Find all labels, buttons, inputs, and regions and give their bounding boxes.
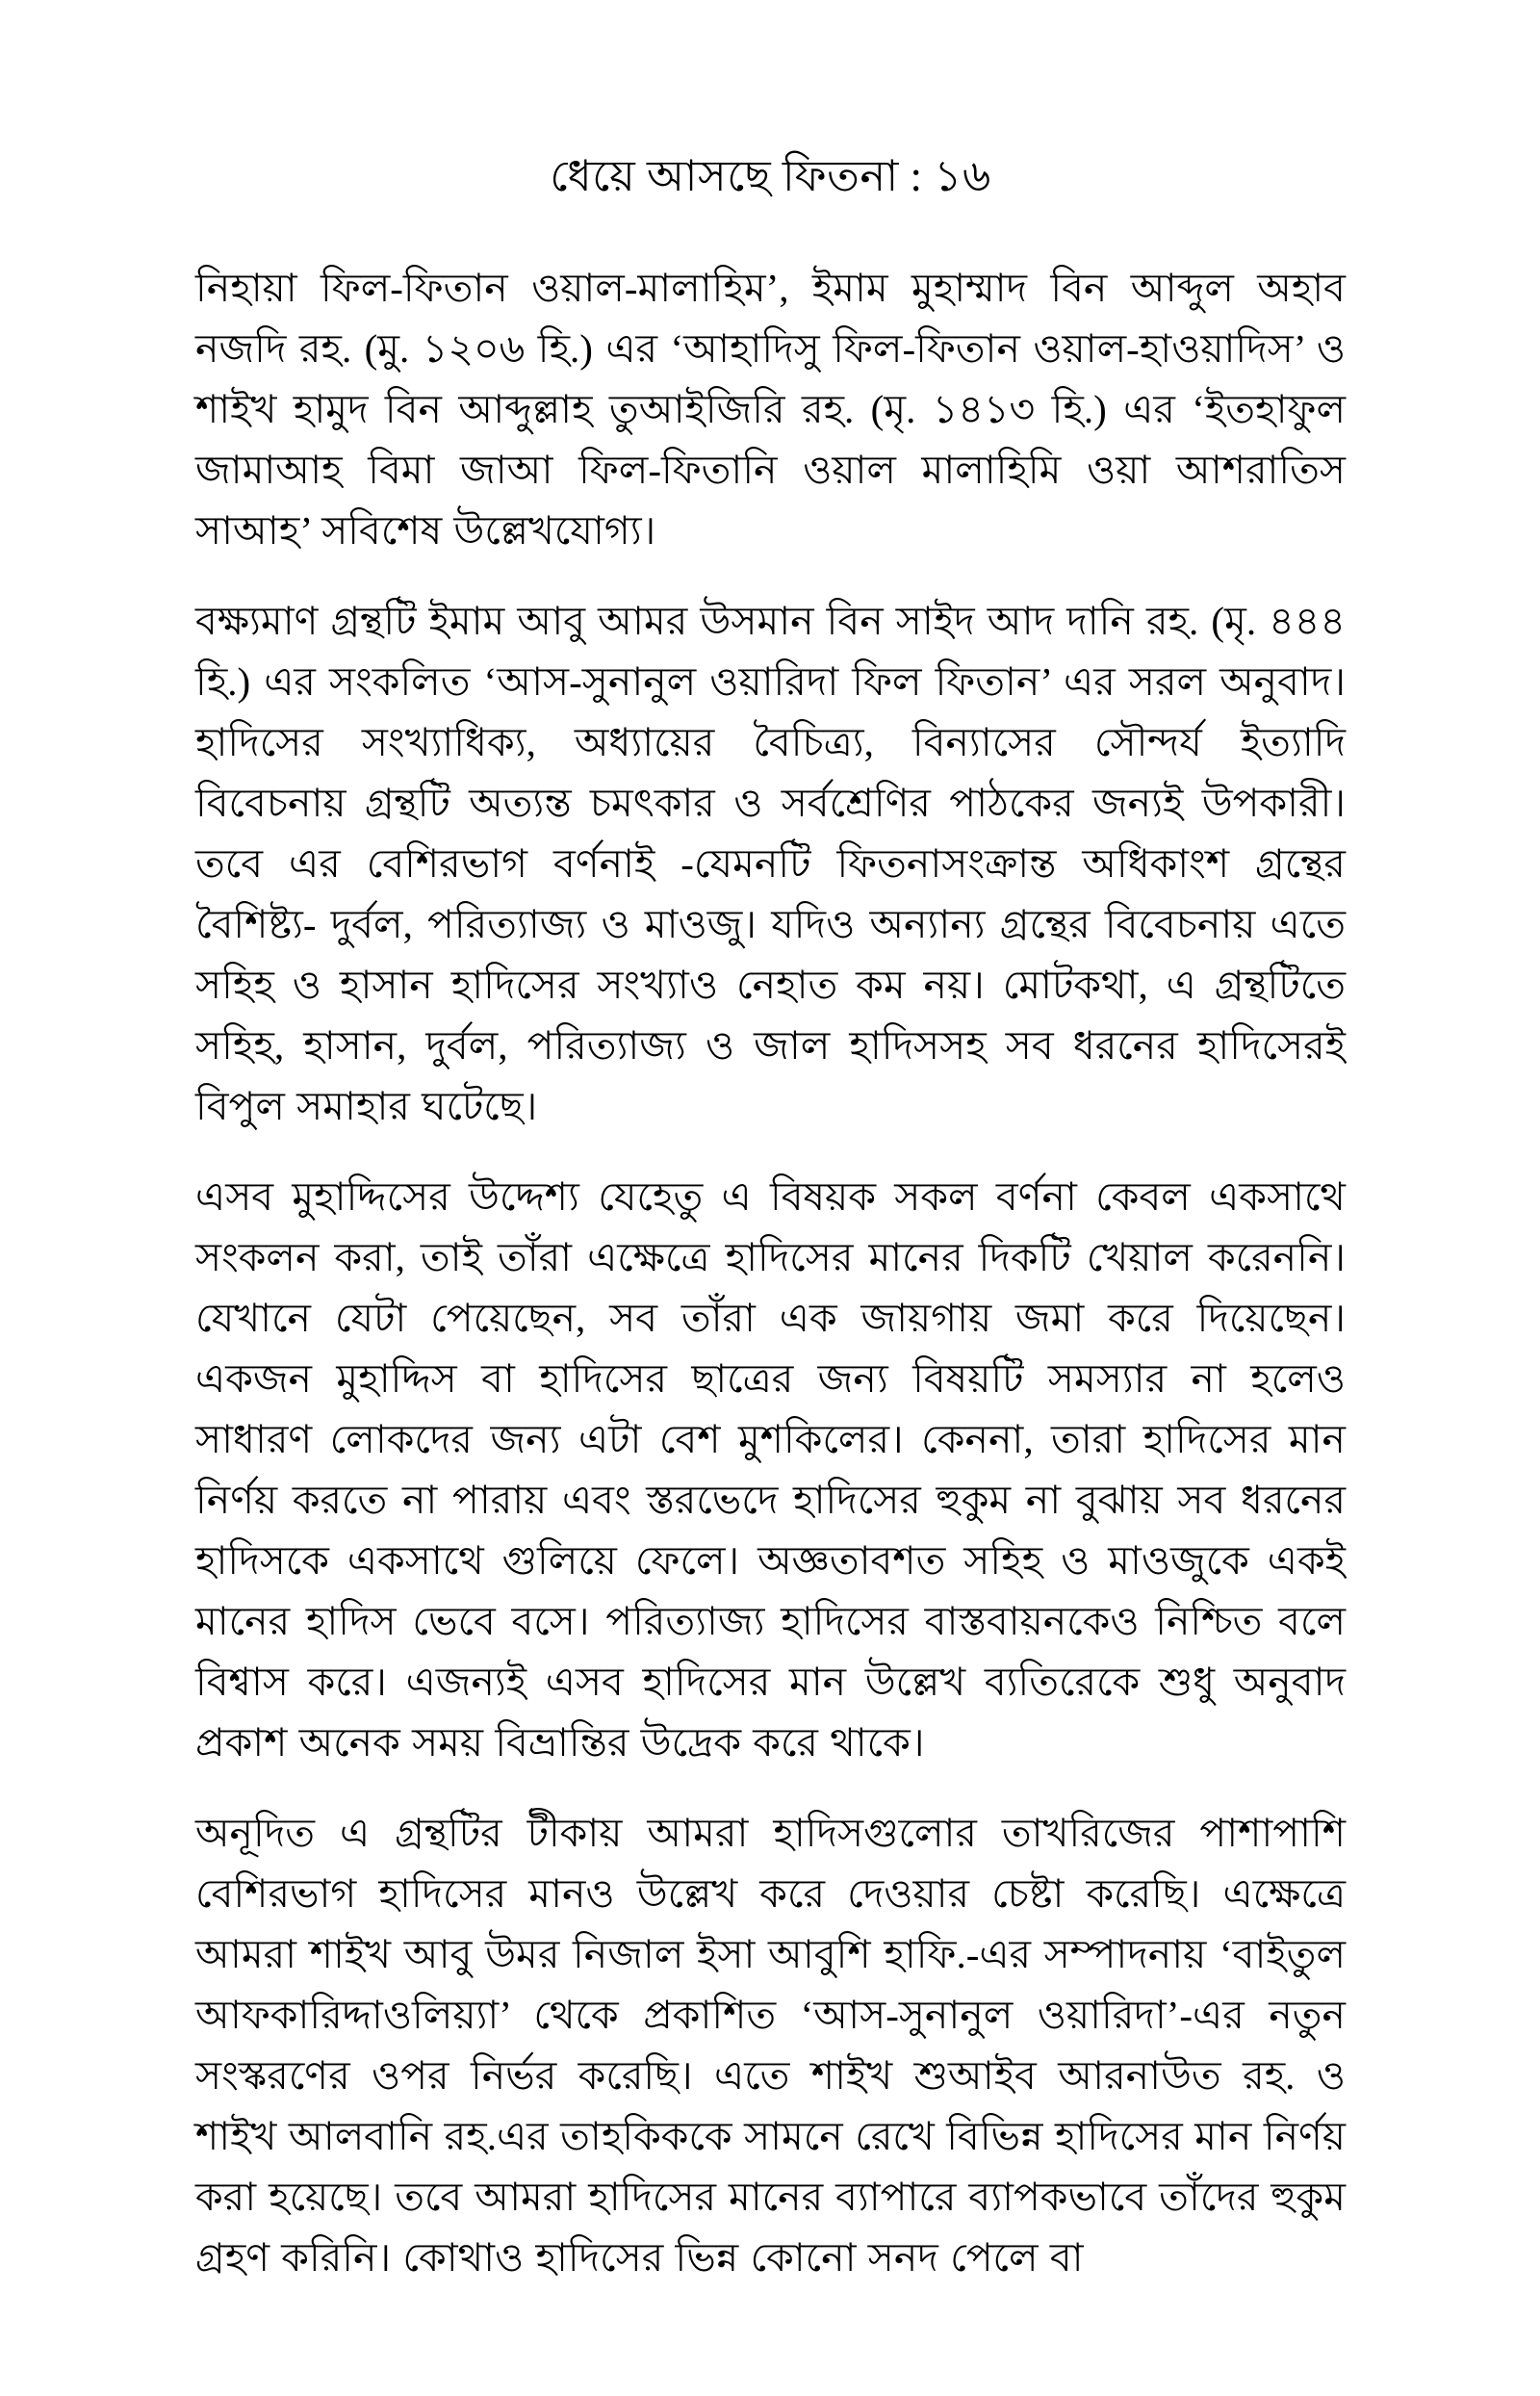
running-head: ধেয়ে আসছে ফিতনা : ১৬ [550, 152, 991, 200]
paragraph-2: বক্ষ্যমাণ গ্রন্থটি ইমাম আবু আমর উসমান বিন সাইদ আদ দানি রহ. (মৃ. ৪৪৪ হি.) এর সংকলিত ‘আস-সুনানুল ওয়ারিদা ফিল ফিতান’ এর সরল অনুবাদ। হাদিসের সংখ্যাধিক্য, অধ্যায়ের বৈচিত্র্য, বিন্যাসের সৌন্দর্য ইত্যাদি বিবেচনায় গ্রন্থটি অত্যন্ত চমৎকার ও সর্বশ্রেণির পাঠকের জন্যই উপকারী। তবে এর বেশিরভাগ বর্ণনাই -যেমনটি ফিতনাসংক্রান্ত অধিকাংশ গ্রন্থের বৈশিষ্ট্য- দুর্বল, পরিত্যাজ্য ও মাওজু। যদিও অন্যান্য গ্রন্থের বিবেচনায় এতে সহিহ ও হাসান হাদিসের সংখ্যাও নেহাত কম নয়। মোটকথা, এ গ্রন্থটিতে সহিহ, হাসান, দুর্বল, পরিত্যাজ্য ও জাল হাদিসসহ সব ধরনের হাদিসেরই বিপুল সমাহার ঘটেছে। [195, 599, 1346, 1128]
page-body [195, 258, 1346, 2288]
paragraph-1: নিহায়া ফিল-ফিতান ওয়াল-মালাহিম’, ইমাম মুহাম্মাদ বিন আব্দুল অহাব নজদি রহ. (মু. ১২০৬ হি.) এর ‘আহাদিসু ফিল-ফিতান ওয়াল-হাওয়াদিস’ ও শাইখ হামুদ বিন আব্দুল্লাহ তুআইজিরি রহ. (মৃ. ১৪১৩ হি.) এর ‘ইতহাফুল জামাআহ বিমা জাআ ফিল-ফিতানি ওয়াল মালাহিমি ওয়া আশরাতিস সাআহ’ সবিশেষ উল্লেখযোগ্য। [195, 266, 1346, 553]
paragraph-3: এসব মুহাদ্দিসের উদ্দেশ্য যেহেতু এ বিষয়ক সকল বর্ণনা কেবল একসাথে সংকলন করা, তাই তাঁরা এক্ষেত্রে হাদিসের মানের দিকটি খেয়াল করেননি। যেখানে যেটা পেয়েছেন, সব তাঁরা এক জায়গায় জমা করে দিয়েছেন। একজন মুহাদ্দিস বা হাদিসের ছাত্রের জন্য বিষয়টি সমস্যার না হলেও সাধারণ লোকদের জন্য এটা বেশ মুশকিলের। কেননা, তারা হাদিসের মান নির্ণয় করতে না পারায় এবং স্তরভেদে হাদিসের হুকুম না বুঝায় সব ধরনের হাদিসকে একসাথে গুলিয়ে ফেলে। অজ্ঞতাবশত সহিহ ও মাওজুকে একই মানের হাদিস ভেবে বসে। পরিত্যাজ্য হাদিসের বাস্তবায়নকেও নিশ্চিত বলে বিশ্বাস করে। এজন্যই এসব হাদিসের মান উল্লেখ ব্যতিরেকে শুধু অনুবাদ প্রকাশ অনেক সময় বিভ্রান্তির উদ্রেক করে থাকে। [195, 1174, 1346, 1765]
paragraph-4: অনূদিত এ গ্রন্থটির টীকায় আমরা হাদিসগুলোর তাখরিজের পাশাপাশি বেশিরভাগ হাদিসের মানও উল্লেখ করে দেওয়ার চেষ্টা করেছি। এক্ষেত্রে আমরা শাইখ আবু উমর নিজাল ইসা আবুশি হাফি.-এর সম্পাদনায় ‘বাইতুল আফকারিদ্দাওলিয়্যা’ থেকে প্রকাশিত ‘আস-সুনানুল ওয়ারিদা’-এর নতুন সংস্করণের ওপর নির্ভর করেছি। এতে শাইখ শুআইব আরনাউত রহ. ও শাইখ আলবানি রহ.এর তাহকিককে সামনে রেখে বিভিন্ন হাদিসের মান নির্ণয় করা হয়েছে। তবে আমরা হাদিসের মানের ব্যাপারে ব্যাপকভাবে তাঁদের হুকুম গ্রহণ করিনি। কোথাও হাদিসের ভিন্ন কোনো সনদ পেলে বা [195, 1811, 1346, 2280]
